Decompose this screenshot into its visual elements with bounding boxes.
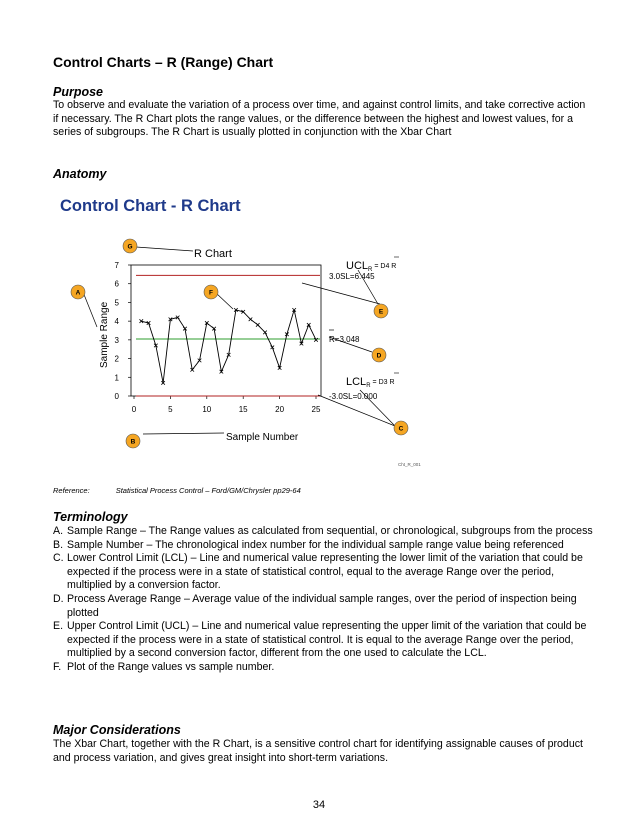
purpose-title: Purpose <box>53 85 104 99</box>
page-heading: Control Charts – R (Range) Chart <box>53 54 274 70</box>
data-point <box>249 317 253 321</box>
y-tick-label: 3 <box>114 335 119 345</box>
y-axis-label: Sample Range <box>99 301 110 368</box>
y-tick-label: 7 <box>114 261 119 270</box>
reference-line <box>53 486 327 495</box>
y-tick-label: 4 <box>114 317 119 327</box>
callout-c <box>394 421 408 435</box>
lcl-value-label: -3.0SL=0.000 <box>329 392 378 401</box>
purpose-text: To observe and evaluate the variation of a process over time, and against control limits, and take corrective action if necessary. The R Chart plots the range values, or the difference between the highest and lowest values, for a series of subgroups. The R Chart is usually plotted in conjunction with the Xbar Chart <box>53 99 586 139</box>
y-tick-label: 0 <box>114 392 119 401</box>
svg-text:B: B <box>130 438 136 446</box>
svg-text:G: G <box>127 243 133 251</box>
terminology-list <box>53 525 593 675</box>
svg-text:C: C <box>398 425 404 433</box>
x-tick-label: 20 <box>275 405 285 414</box>
svg-text:F: F <box>209 289 213 297</box>
ucl-value-label: 3.0SL=6.445 <box>329 272 375 281</box>
x-tick-label: 25 <box>311 405 321 414</box>
callout-b <box>126 434 140 448</box>
anatomy-title: Anatomy <box>53 167 107 181</box>
x-axis <box>132 396 321 414</box>
y-tick-label: 5 <box>114 298 119 308</box>
plot-title: R Chart <box>194 248 232 260</box>
svg-text:E: E <box>378 308 384 316</box>
y-tick-label: 6 <box>114 279 119 289</box>
range-series-line <box>141 310 316 383</box>
figure-id: Cht_R_001 <box>398 462 421 467</box>
callout-f <box>204 285 218 299</box>
term-item: A. Sample Range – The Range values as calculated from sequential, or chronological, subgroups from the process <box>53 525 593 537</box>
r-chart <box>0 230 638 480</box>
x-tick-label: 0 <box>131 405 137 414</box>
term-item: B. Sample Number – The chronological index number for the individual sample range value being referenced <box>53 538 564 551</box>
callout-d <box>372 348 386 362</box>
lcl-formula: LCLR $^{= D3 R}$ <box>346 376 395 389</box>
y-tick-label: 2 <box>114 354 119 364</box>
center-value-label: R=3.048 <box>329 335 360 344</box>
considerations-text: The Xbar Chart, together with the R Chart, is a sensitive control chart for identifying assignable causes of product and process variation, and gives great insight into short-term variations. <box>53 738 583 764</box>
y-tick-label: 1 <box>114 373 119 383</box>
ucl-formula: UCLR $^{= D4 R}$ <box>346 260 397 273</box>
callout-e <box>374 304 388 318</box>
x-tick-label: 5 <box>168 405 173 414</box>
considerations-title: Major Considerations <box>53 723 181 737</box>
reference-text: Statistical Process Control – Ford/GM/Chrysler pp29-64 <box>115 486 301 495</box>
x-axis-label: Sample Number <box>226 432 299 443</box>
callout-g <box>123 239 137 253</box>
data-point <box>263 331 267 335</box>
x-tick-label: 15 <box>238 405 248 414</box>
callout-a <box>71 285 85 299</box>
term-item: E. Upper Control Limit (UCL) – Line and numerical value representing the upper limit of the variation that could be expected if the process were in a state of statistical control. It is equal to the average Range over the period, multiplied by a second conversion factor, different from the one used to calculate the LCL. <box>53 620 587 660</box>
svg-text:A: A <box>75 289 81 297</box>
svg-text:D: D <box>376 352 382 360</box>
chart-section-title: Control Chart - R Chart <box>60 197 241 215</box>
term-item: D. Process Average Range – Average value of the individual sample ranges, over the period of inspection being plotted <box>53 592 577 619</box>
term-item: C. Lower Control Limit (LCL) – Line and numerical value representing the lower limit of the variation that could be expected if the process were in a state of statistical control, equal to the average Range over the period, multiplied by a conversion factor. <box>53 552 583 592</box>
reference-label: Reference: <box>53 486 90 495</box>
data-point <box>256 323 260 327</box>
term-item: F. Plot of the Range values vs sample number. <box>53 660 275 673</box>
y-axis <box>115 261 131 401</box>
x-tick-label: 10 <box>202 405 212 414</box>
page-number: 34 <box>312 799 326 811</box>
terminology-title: Terminology <box>53 510 128 524</box>
data-point <box>307 323 311 327</box>
plot-frame <box>131 265 321 396</box>
